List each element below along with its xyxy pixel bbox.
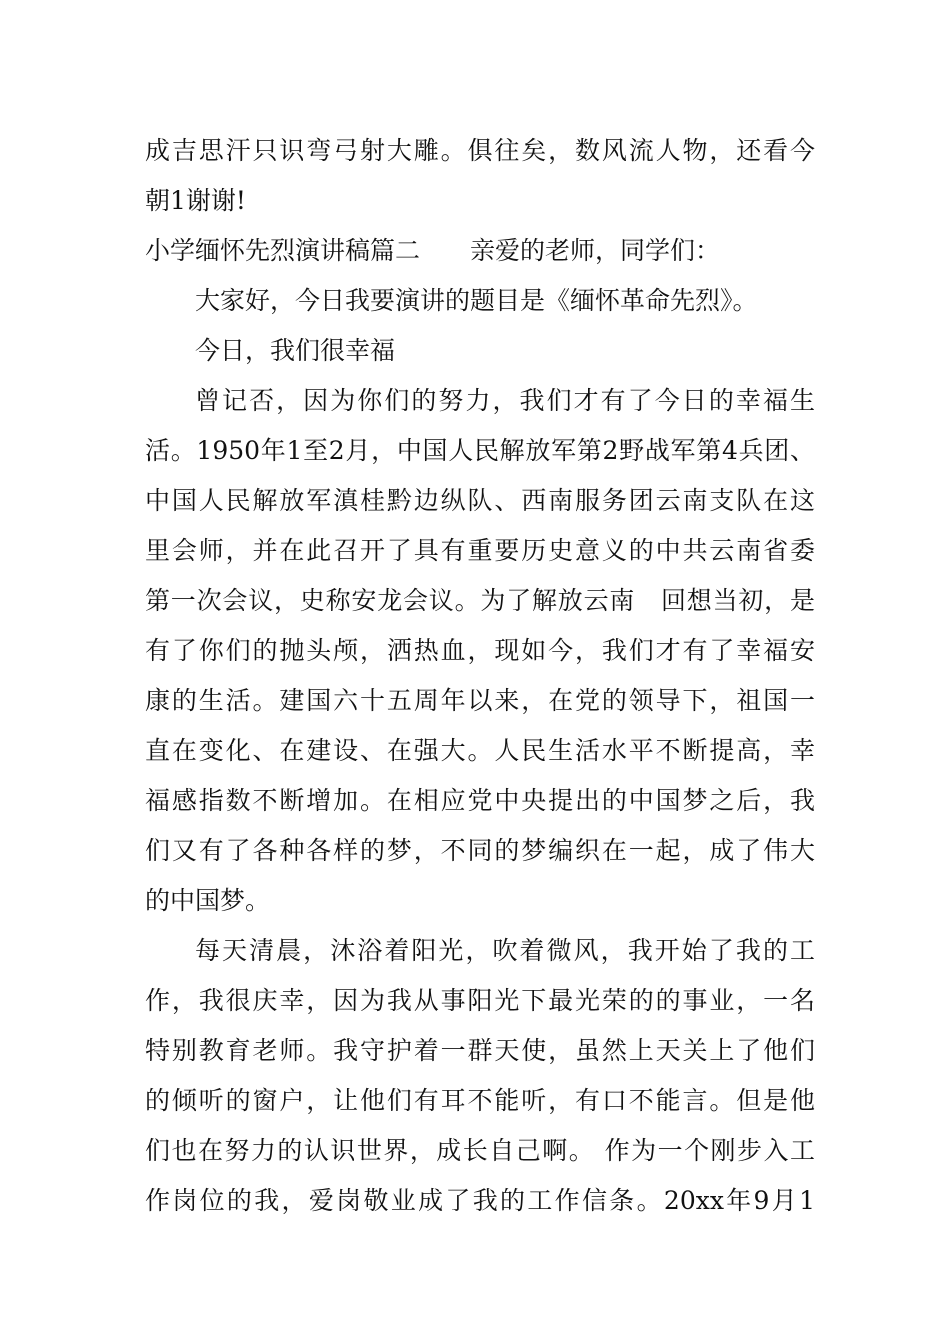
text-line: 作，我很庆幸，因为我从事阳光下最光荣的的事业，一名: [145, 986, 815, 1015]
text-line: 每天清晨，沐浴着阳光，吹着微风，我开始了我的工: [195, 936, 815, 965]
text-line: 有了你们的抛头颅，洒热血，现如今，我们才有了幸福安: [145, 636, 815, 665]
text-line: 的中国梦。: [145, 886, 271, 915]
text-line: 们又有了各种各样的梦，不同的梦编织在一起，成了伟大: [145, 836, 815, 865]
text-line: 大家好，今日我要演讲的题目是《缅怀革命先烈》。: [195, 286, 758, 315]
text-line: 中国人民解放军滇桂黔边纵队、西南服务团云南支队在这: [145, 486, 815, 515]
text-line: 的倾听的窗户，让他们有耳不能听，有口不能言。但是他: [145, 1086, 815, 1115]
text-line: 成吉思汗只识弯弓射大雕。俱往矣，数风流人物，还看今: [145, 136, 815, 165]
text-line: 曾记否，因为你们的努力，我们才有了今日的幸福生: [195, 386, 815, 415]
text-line: 福感指数不断增加。在相应党中央提出的中国梦之后，我: [145, 786, 815, 815]
text-line: 里会师，并在此召开了具有重要历史意义的中共云南省委: [145, 536, 815, 565]
text-line: 活。1950年1至2月，中国人民解放军第2野战军第4兵团、: [145, 436, 815, 465]
text-line: 今日，我们很幸福: [195, 336, 396, 365]
text-line: 特别教育老师。我守护着一群天使，虽然上天关上了他们: [145, 1036, 815, 1065]
text-line: 第一次会议，史称安龙会议。为了解放云南 回想当初，是: [145, 586, 815, 615]
text-line: 作岗位的我，爱岗敬业成了我的工作信条。20xx年9月1: [145, 1186, 815, 1215]
text-line: 朝1谢谢!: [145, 186, 246, 215]
text-line: 们也在努力的认识世界，成长自己啊。 作为一个刚步入工: [145, 1136, 815, 1165]
text-line: 直在变化、在建设、在强大。人民生活水平不断提高，幸: [145, 736, 815, 765]
section-heading-line: 小学缅怀先烈演讲稿篇二 亲爱的老师，同学们：: [145, 236, 721, 265]
text-line: 康的生活。建国六十五周年以来，在党的领导下，祖国一: [145, 686, 815, 715]
